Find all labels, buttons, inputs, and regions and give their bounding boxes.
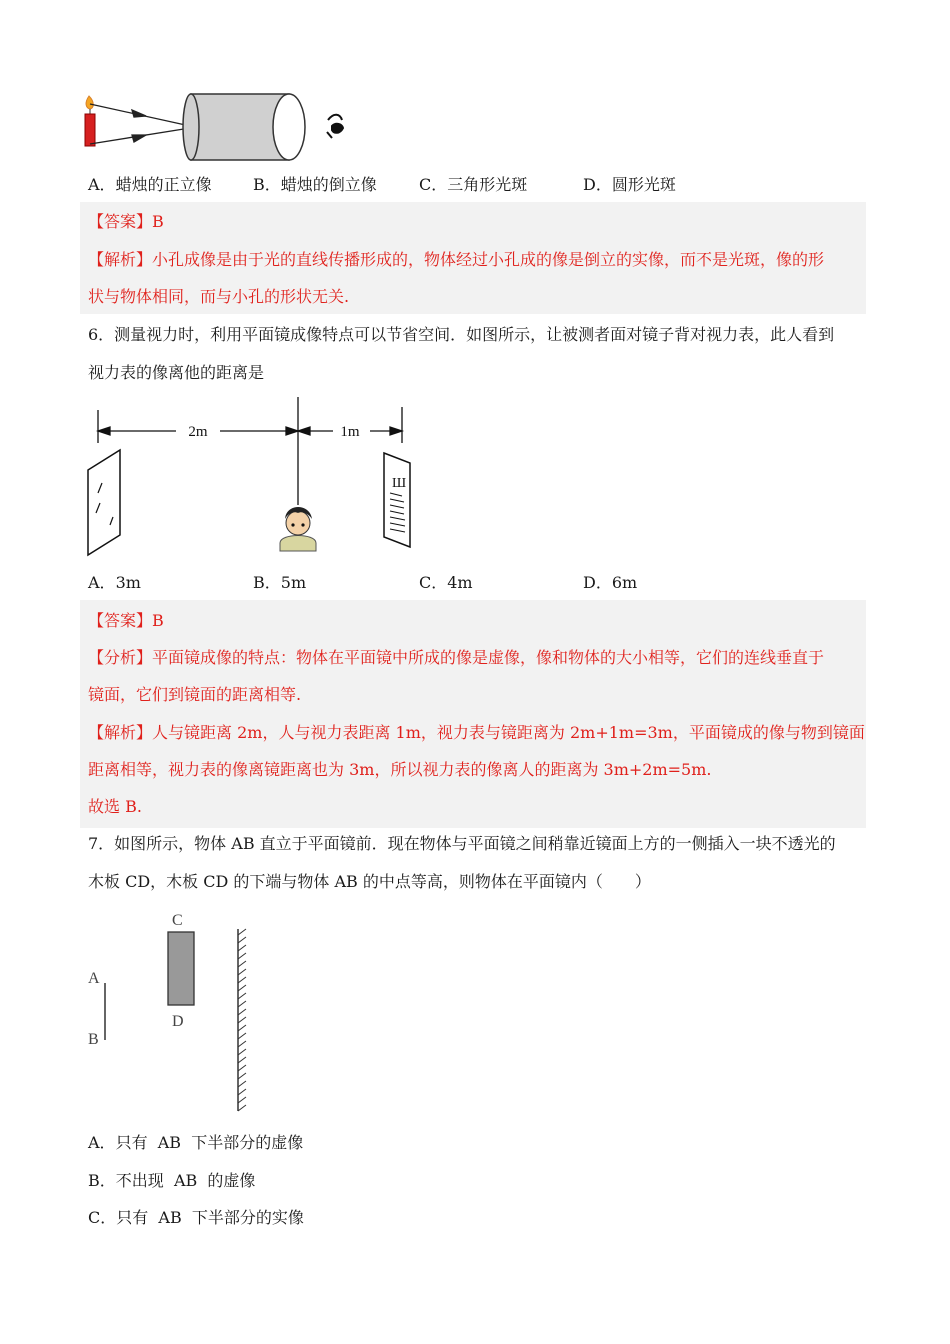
option-b[interactable]: B．蜡烛的倒立像 — [253, 175, 377, 194]
explanation-line: 【解析】小孔成像是由于光的直线传播形成的，物体经过小孔成的像是倒立的实像，而不是光斑，像的形 — [88, 250, 825, 269]
light-rays — [90, 104, 190, 144]
option-c[interactable]: C．只有 AB 下半部分的实像 — [88, 1208, 304, 1227]
option-a[interactable]: A．3m — [88, 573, 141, 592]
question-6-stem: 视力表的像离他的距离是 — [88, 363, 265, 382]
answer-line: 【答案】B — [88, 611, 164, 630]
mirror-board-figure — [80, 905, 270, 1120]
label-d: D — [172, 1013, 184, 1030]
option-d[interactable]: D．圆形光斑 — [583, 175, 676, 194]
option-a[interactable]: A．只有 AB 下半部分的虚像 — [88, 1133, 304, 1152]
pinhole-tube — [183, 94, 305, 160]
answer-line: 【答案】B — [88, 212, 164, 231]
option-c[interactable]: C．三角形光斑 — [419, 175, 528, 194]
question-6-stem: 6．测量视力时，利用平面镜成像特点可以节省空间．如图所示，让被测者面对镜子背对视力表，此人看到 — [88, 325, 835, 344]
label-b: B — [88, 1031, 99, 1048]
option-d[interactable]: D．6m — [583, 573, 638, 592]
candle-icon — [85, 96, 95, 146]
person-icon — [280, 507, 316, 551]
distance-label-1m: 1m — [340, 424, 360, 440]
label-a: A — [88, 970, 100, 987]
option-b[interactable]: B．不出现 AB 的虚像 — [88, 1171, 256, 1190]
eye-chart-icon — [384, 453, 410, 547]
mirror-icon — [88, 450, 120, 555]
explanation-line: 距离相等，视力表的像离镜距离也为 3m，所以视力表的像离人的距离为 3m+2m=5m. — [88, 760, 712, 779]
explanation-line: 状与物体相同，而与小孔的形状无关. — [88, 287, 350, 306]
option-c[interactable]: C．4m — [419, 573, 473, 592]
pinhole-figure — [80, 90, 370, 170]
distance-label-2m: 2m — [188, 424, 208, 440]
answer-box-q6 — [80, 600, 866, 828]
plane-mirror-icon — [238, 929, 246, 1111]
question-7-stem: 7．如图所示，物体 AB 直立于平面镜前．现在物体与平面镜之间稍靠近镜面上方的一侧插入一块不透光的 — [88, 834, 836, 853]
explanation-line: 【解析】人与镜距离 2m，人与视力表距离 1m，视力表与镜距离为 2m+1m=3m，平面镜成的像与物到镜面 — [88, 723, 865, 742]
label-c: C — [172, 912, 183, 929]
conclusion-line: 故选 B. — [88, 797, 142, 816]
vision-test-figure — [80, 395, 420, 560]
svg-text:Ш: Ш — [392, 476, 407, 491]
question-7-stem: 木板 CD，木板 CD 的下端与物体 AB 的中点等高，则物体在平面镜内（ ） — [88, 872, 651, 891]
analysis-line: 镜面，它们到镜面的距离相等. — [88, 685, 302, 704]
option-a[interactable]: A．蜡烛的正立像 — [88, 175, 212, 194]
option-b[interactable]: B．5m — [253, 573, 307, 592]
board-cd — [168, 932, 194, 1005]
eye-icon — [327, 115, 343, 138]
analysis-line: 【分析】平面镜成像的特点：物体在平面镜中所成的像是虚像，像和物体的大小相等，它们的连线垂直于 — [88, 648, 825, 667]
